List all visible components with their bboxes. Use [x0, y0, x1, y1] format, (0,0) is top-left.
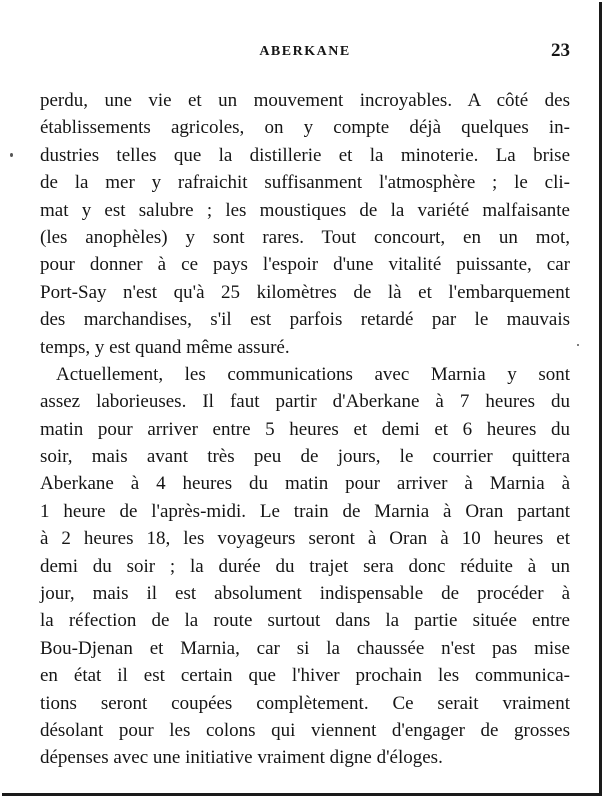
text-line: Aberkane à 4 heures du matin pour arriver à Marnia à	[40, 473, 570, 495]
scan-speck	[10, 153, 13, 157]
text-line: matin pour arriver entre 5 heures et demi et 6 heures du	[40, 418, 570, 440]
text-line: la réfection de la route surtout dans la partie située entre	[40, 610, 570, 632]
text-line: Bou-Djenan et Marnia, car si la chaussée n'est pas mise	[40, 637, 570, 659]
text-line: (les anophèles) y sont rares. Tout concourt, en un mot,	[40, 226, 570, 248]
paragraph-1	[40, 87, 570, 361]
text-line: mat y est salubre ; les moustiques de la variété malfaisante	[40, 199, 570, 221]
paragraph-2	[40, 361, 570, 772]
text-line: établissements agricoles, on y compte déjà quelques in-	[40, 117, 570, 139]
text-line: 1 heure de l'après-midi. Le train de Marnia à Oran partant	[40, 500, 570, 522]
text-line: de la mer y rafraichit suffisanment l'atmosphère ; le cli-	[40, 172, 570, 194]
text-line: Port-Say n'est qu'à 25 kilomètres de là et l'embarquement	[40, 281, 570, 303]
text-line: pour donner à ce pays l'espoir d'une vitalité puissante, car	[40, 254, 570, 276]
text-line: soir, mais avant très peu de jours, le courrier quittera	[40, 446, 570, 468]
body-text	[40, 87, 570, 772]
text-line: des marchandises, s'il est parfois retardé par le mauvais	[40, 309, 570, 331]
scan-speck	[577, 344, 579, 346]
running-head: ABERKANE	[259, 44, 351, 59]
text-line: dépenses avec une initiative vraiment digne d'éloges.	[40, 747, 443, 769]
text-line: dustries telles que la distillerie et la minoterie. La brise	[40, 144, 570, 166]
text-line: en état il est certain que l'hiver prochain les communica-	[40, 665, 570, 687]
text-line: demi du soir ; la durée du trajet sera donc réduite à un	[40, 555, 570, 577]
text-line: à 2 heures 18, les voyageurs seront à Oran à 10 heures et	[40, 528, 570, 550]
text-line: Actuellement, les communications avec Marnia y sont	[56, 363, 570, 385]
text-line: désolant pour les colons qui viennent d'engager de grosses	[40, 719, 570, 741]
page-header	[40, 40, 570, 64]
text-line: assez laborieuses. Il faut partir d'Aberkane à 7 heures du	[40, 391, 570, 413]
page-number: 23	[551, 40, 570, 61]
text-line: jour, mais il est absolument indispensable de procéder à	[40, 583, 570, 605]
text-line: temps, y est quand même assuré.	[40, 336, 290, 358]
text-line: perdu, une vie et un mouvement incroyables. A côté des	[40, 90, 570, 111]
text-line: tions seront coupées complètement. Ce serait vraiment	[40, 692, 570, 714]
